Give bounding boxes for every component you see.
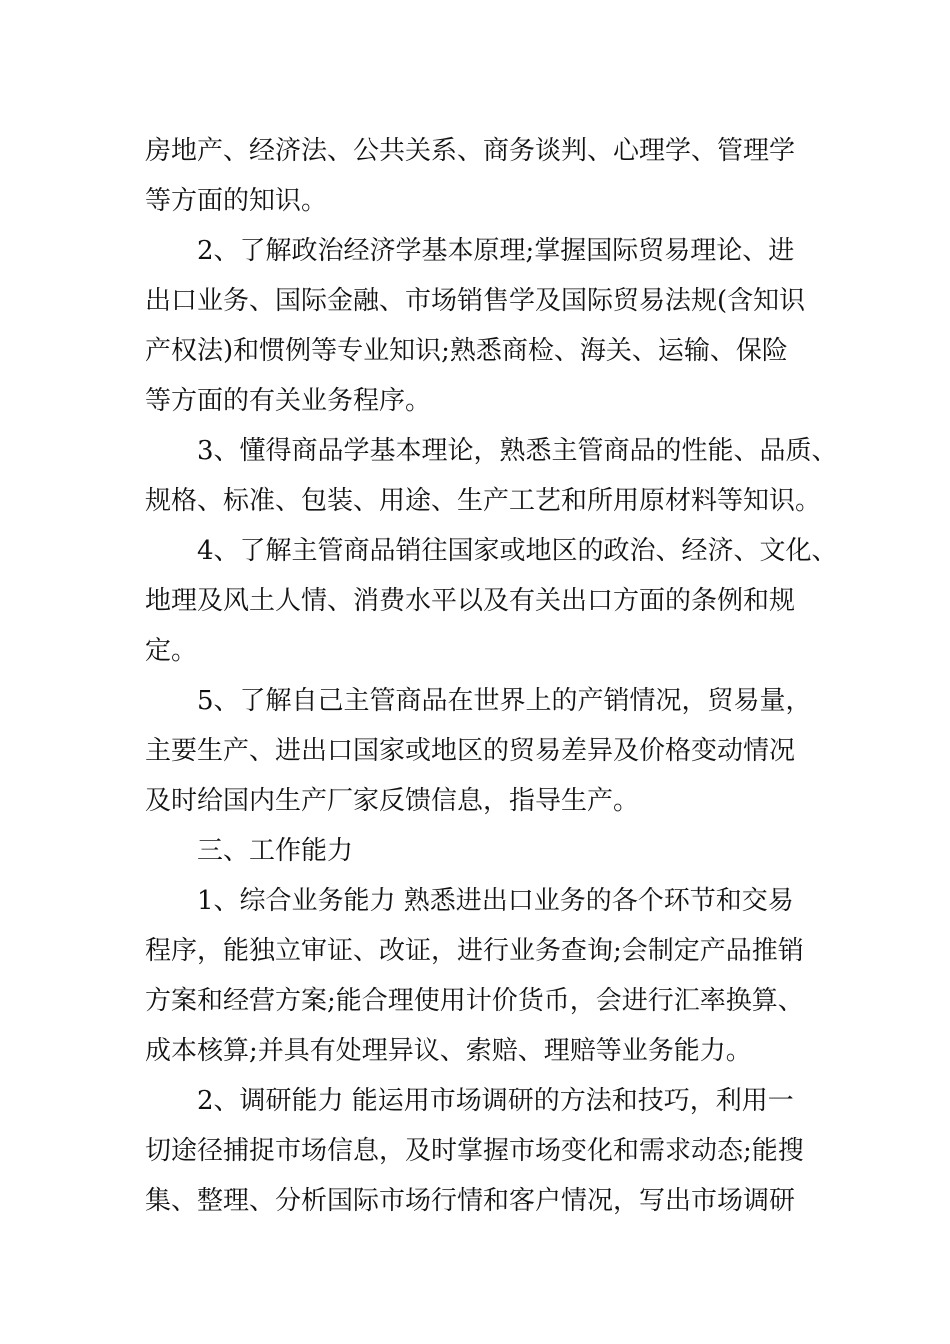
text-line: 切途径捕捉市场信息，及时掌握市场变化和需求动态;能搜 — [145, 1136, 804, 1166]
text-line: 等方面的有关业务程序。 — [145, 386, 432, 416]
text-line: 地理及风土人情、消费水平以及有关出口方面的条例和规 — [145, 586, 796, 616]
text-line: 规格、标准、包装、用途、生产工艺和所用原材料等知识。 — [145, 486, 822, 516]
paragraph-start-line: 5、了解自己主管商品在世界上的产销情况，贸易量， — [197, 686, 812, 716]
document-body — [145, 126, 838, 1226]
text-line: 房地产、经济法、公共关系、商务谈判、心理学、管理学 — [145, 136, 796, 166]
text-line: 主要生产、进出口国家或地区的贸易差异及价格变动情况 — [145, 736, 796, 766]
paragraph-start-line: 4、了解主管商品销往国家或地区的政治、经济、文化、 — [197, 536, 838, 566]
text-line: 定。 — [145, 636, 198, 666]
text-line: 方案和经营方案;能合理使用计价货币，会进行汇率换算、 — [145, 986, 804, 1016]
text-line: 成本核算;并具有处理异议、索赔、理赔等业务能力。 — [145, 1036, 752, 1066]
paragraph-start-line: 3、懂得商品学基本理论，熟悉主管商品的性能、品质、 — [197, 436, 838, 466]
text-line: 集、整理、分析国际市场行情和客户情况，写出市场调研 — [145, 1186, 796, 1216]
text-line: 出口业务、国际金融、市场销售学及国际贸易法规(含知识 — [145, 286, 806, 316]
paragraph-start-line: 2、了解政治经济学基本原理;掌握国际贸易理论、进 — [197, 236, 795, 266]
text-line: 及时给国内生产厂家反馈信息，指导生产。 — [145, 786, 640, 816]
text-line: 程序，能独立审证、改证，进行业务查询;会制定产品推销 — [145, 936, 804, 966]
paragraph-start-line: 2、调研能力 能运用市场调研的方法和技巧，利用一 — [197, 1086, 794, 1116]
paragraph-start-line: 1、综合业务能力 熟悉进出口业务的各个环节和交易 — [197, 886, 794, 916]
text-line: 产权法)和惯例等专业知识;熟悉商检、海关、运输、保险 — [145, 336, 788, 366]
text-line: 等方面的知识。 — [145, 186, 328, 216]
section-heading: 三、工作能力 — [197, 836, 354, 866]
